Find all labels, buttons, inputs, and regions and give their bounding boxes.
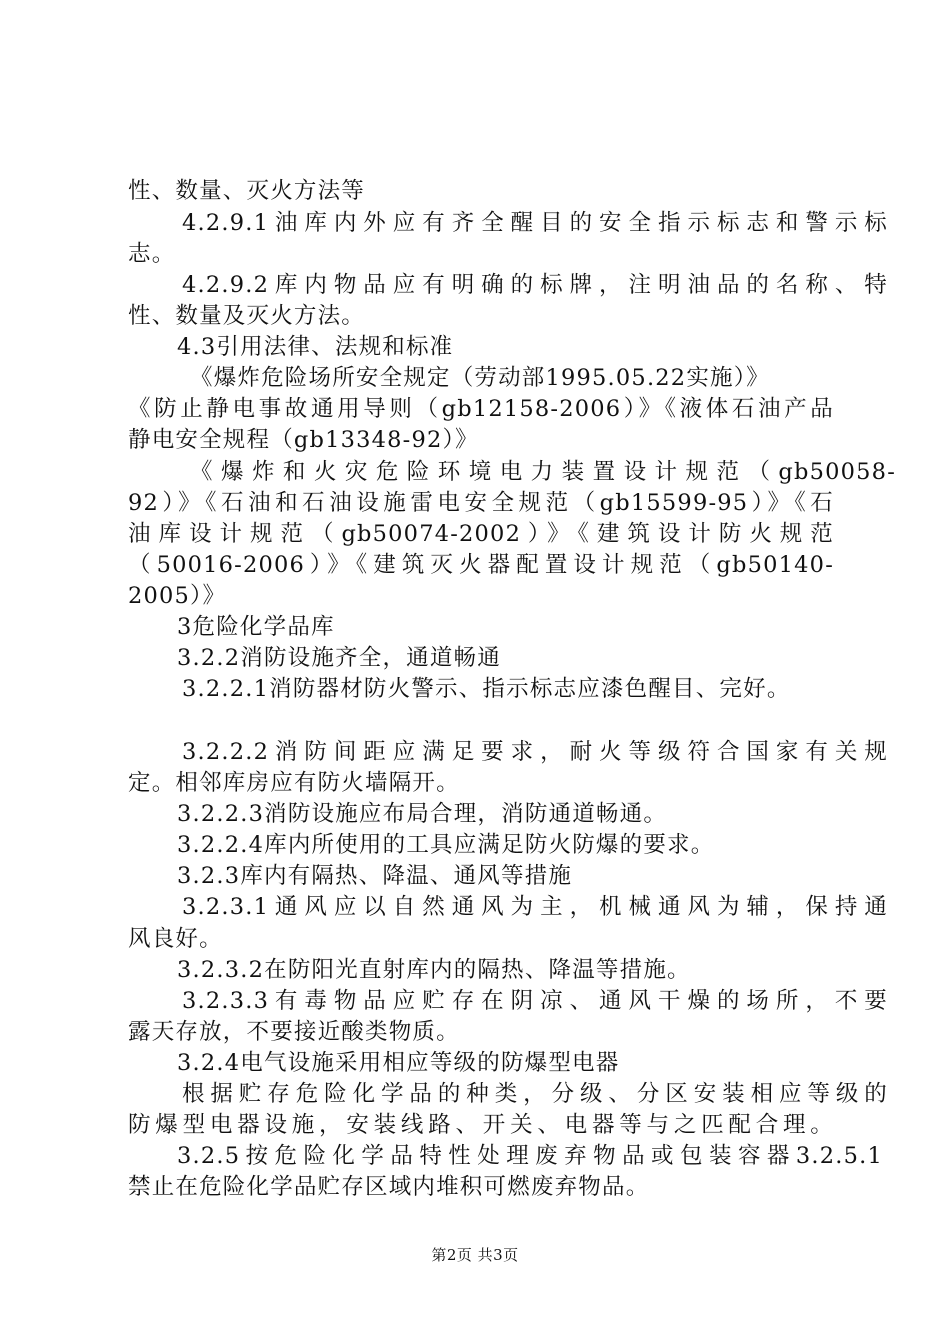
text-line: 静电安全规程（gb13348-92）》	[128, 427, 479, 453]
text-line: 性、数量及灭火方法。	[128, 303, 366, 329]
text-line: 2005）》	[128, 583, 227, 609]
text-line: 3.2.2消防设施齐全，通道畅通	[177, 645, 501, 671]
text-line: 根据贮存危险化学品的种类，分级、分区安装相应等级的	[182, 1081, 888, 1107]
text-line: 露天存放，不要接近酸类物质。	[128, 1019, 460, 1045]
text-line: 性、数量、灭火方法等	[128, 178, 366, 204]
text-line: 3.2.3.3有毒物品应贮存在阴凉、通风干燥的场所，不要	[182, 988, 888, 1014]
text-line: 定。相邻库房应有防火墙隔开。	[128, 770, 460, 796]
text-line: 3.2.4电气设施采用相应等级的防爆型电器	[177, 1050, 620, 1076]
text-line: 《防止静电事故通用导则（gb12158-2006）》《液体石油产品	[128, 396, 834, 422]
text-line: 3.2.3.2在防阳光直射库内的隔热、降温等措施。	[177, 957, 691, 983]
text-line: 3.2.3库内有隔热、降温、通风等措施	[177, 863, 573, 889]
text-line: 3.2.2.2消防间距应满足要求，耐火等级符合国家有关规	[182, 739, 888, 765]
text-line: 《爆炸危险场所安全规定（劳动部1995.05.22实施）》	[190, 365, 770, 391]
text-line: 油库设计规范（gb50074-2002）》《建筑设计防火规范	[128, 521, 834, 547]
text-line: 3.2.2.4库内所使用的工具应满足防火防爆的要求。	[177, 832, 715, 858]
page-number-footer: 第2页 共3页	[431, 1246, 519, 1264]
text-line: 4.2.9.1油库内外应有齐全醒目的安全指示标志和警示标	[182, 210, 888, 236]
text-line: 《爆炸和火灾危险环境电力装置设计规范（gb50058-	[190, 459, 896, 485]
text-line: 4.2.9.2库内物品应有明确的标牌，注明油品的名称、特	[182, 272, 888, 298]
text-line: 92）》《石油和石油设施雷电安全规范（gb15599-95）》《石	[128, 490, 834, 516]
text-line: 3.2.5按危险化学品特性处理废弃物品或包装容器3.2.5.1	[177, 1143, 883, 1169]
text-line: 4.3引用法律、法规和标准	[177, 334, 454, 360]
text-line: 防爆型电器设施，安装线路、开关、电器等与之匹配合理。	[128, 1112, 834, 1138]
text-line: 3.2.2.3消防设施应布局合理，消防通道畅通。	[177, 801, 668, 827]
text-line: 3.2.3.1通风应以自然通风为主，机械通风为辅，保持通	[182, 894, 888, 920]
text-line: 志。	[128, 241, 176, 267]
text-line: （50016-2006）》《建筑灭火器配置设计规范（gb50140-	[128, 552, 834, 578]
text-line: 风良好。	[128, 926, 223, 952]
text-line: 3.2.2.1消防器材防火警示、指示标志应漆色醒目、完好。	[182, 676, 791, 702]
text-line: 禁止在危险化学品贮存区域内堆积可燃废弃物品。	[128, 1174, 650, 1200]
text-line: 3危险化学品库	[177, 614, 335, 640]
